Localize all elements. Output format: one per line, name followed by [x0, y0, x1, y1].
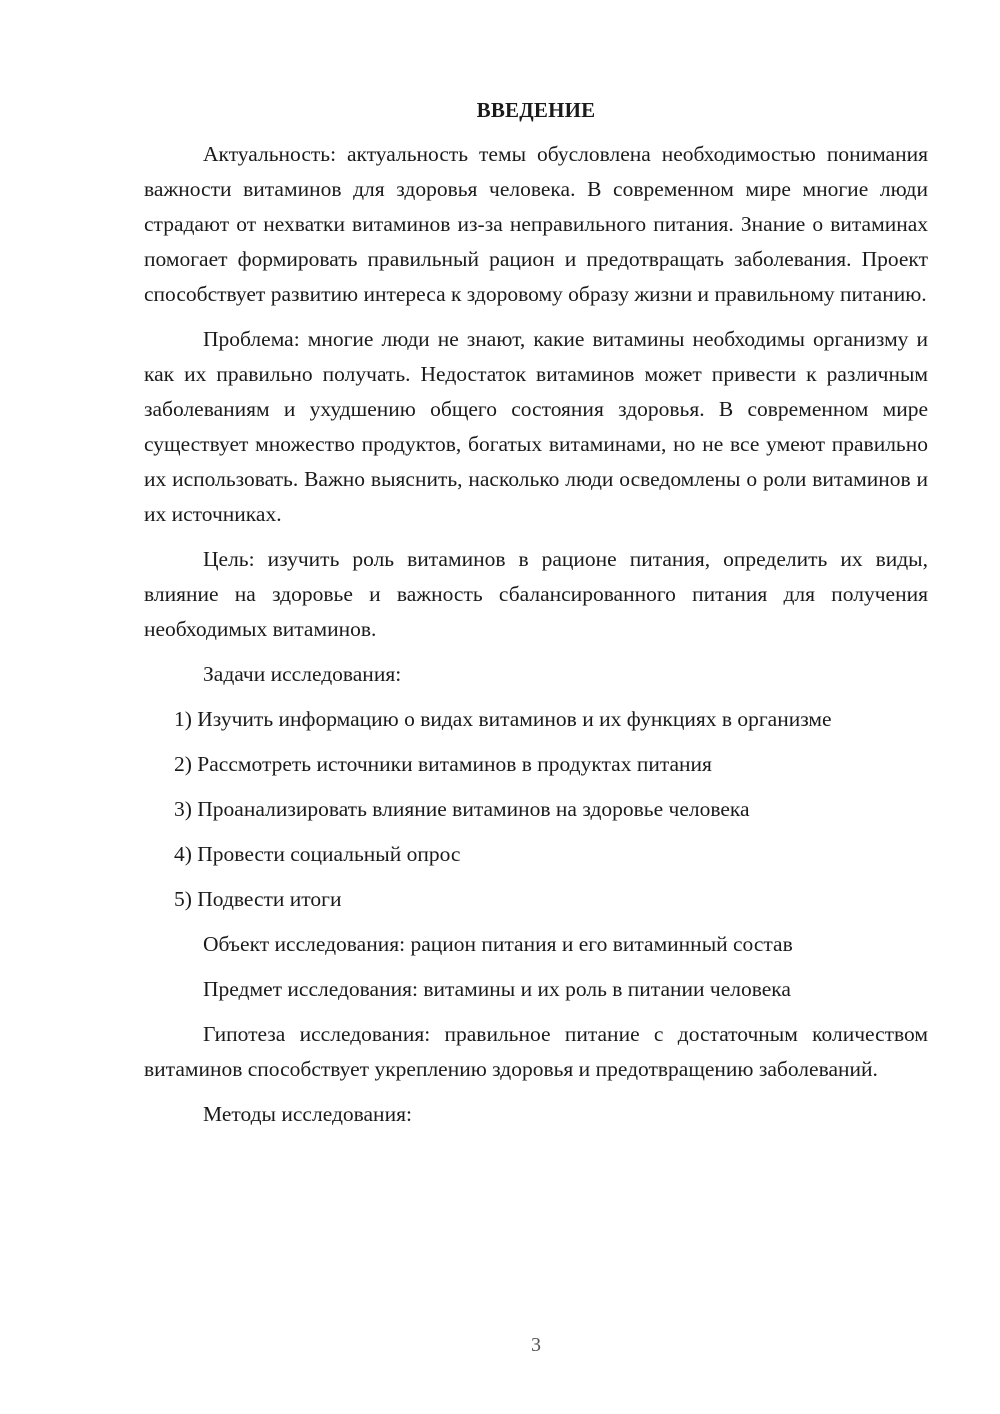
goal-paragraph: Цель: изучить роль витаминов в рационе питания, определить их виды, влияние на здоровье и важность сбалансированного питания для получения необходимых витаминов. [144, 547, 928, 641]
tasks-heading: Задачи исследования: [203, 662, 402, 686]
problem-paragraph: Проблема: многие люди не знают, какие витамины необходимы организму и как их правильно получать. Недостаток витаминов может привести к различным заболеваниям и ухудшению общего состояния здоровья. В современном мире существует множество продуктов, богатых витаминами, но не все умеют правильно их использовать. Важно выяснить, насколько люди осведомлены о роли витаминов и их источниках. [144, 327, 928, 526]
task-item-1: 1) Изучить информацию о видах витаминов и их функциях в организме [174, 707, 832, 731]
task-item-5: 5) Подвести итоги [174, 887, 342, 911]
task-item-3: 3) Проанализировать влияние витаминов на здоровье человека [174, 797, 750, 821]
object-paragraph: Объект исследования: рацион питания и его витаминный состав [203, 932, 793, 956]
task-item-4: 4) Провести социальный опрос [174, 842, 461, 866]
subject-paragraph: Предмет исследования: витамины и их роль в питании человека [203, 977, 791, 1001]
page-title: ВВЕДЕНИЕ [476, 98, 596, 122]
task-item-2: 2) Рассмотреть источники витаминов в продуктах питания [174, 752, 712, 776]
hypothesis-paragraph: Гипотеза исследования: правильное питание с достаточным количеством витаминов способствует укреплению здоровья и предотвращению заболеваний. [144, 1022, 928, 1081]
tasks-list [144, 702, 928, 917]
page-number: 3 [531, 1334, 541, 1356]
document-page [144, 95, 928, 1142]
methods-heading: Методы исследования: [203, 1102, 412, 1126]
relevance-paragraph: Актуальность: актуальность темы обусловлена необходимостью понимания важности витаминов для здоровья человека. В современном мире многие люди страдают от нехватки витаминов из-за неправильного питания. Знание о витаминах помогает формировать правильный рацион и предотвращать заболевания. Проект способствует развитию интереса к здоровому образу жизни и правильному питанию. [144, 142, 928, 306]
